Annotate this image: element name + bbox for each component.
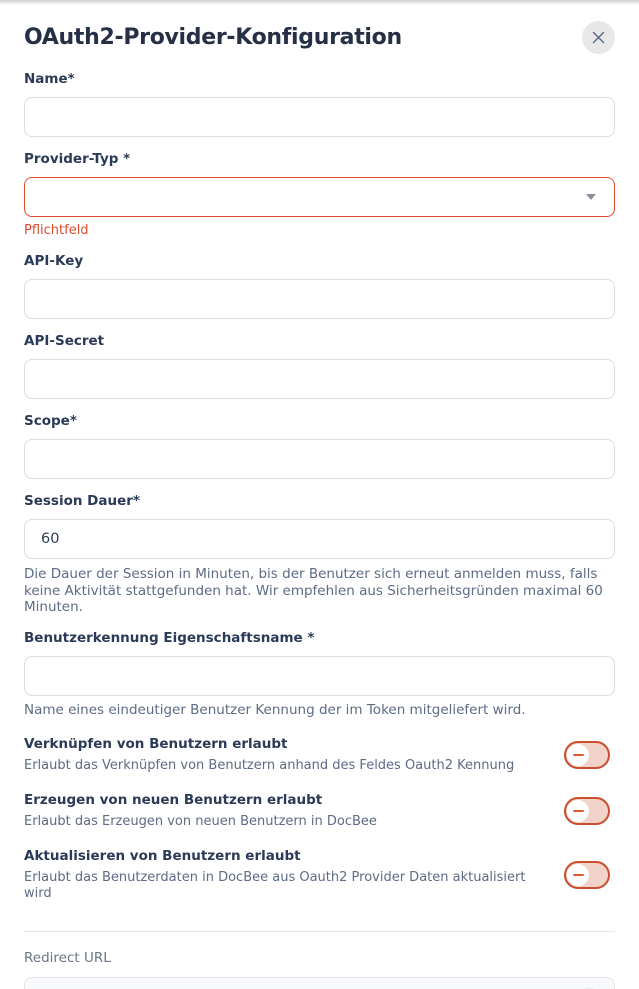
toggle-off-minus-icon xyxy=(567,864,589,886)
close-button[interactable] xyxy=(582,21,615,54)
toggle-off-minus-icon xyxy=(567,744,589,766)
toggle-off-minus-icon xyxy=(567,800,589,822)
oauth2-provider-config-dialog xyxy=(0,5,639,989)
api-key-label: API-Key xyxy=(24,253,84,269)
erzeugen-description: Erlaubt das Erzeugen von neuen Benutzern in DocBee xyxy=(24,814,377,829)
api-secret-label: API-Secret xyxy=(24,333,105,349)
field-name xyxy=(24,71,615,137)
toggle-section xyxy=(24,736,615,902)
erzeugen-toggle[interactable] xyxy=(564,797,610,825)
field-session-dauer xyxy=(24,493,615,616)
provider-typ-label: Provider-Typ * xyxy=(24,151,131,167)
field-redirect-url xyxy=(24,950,615,989)
toggle-row-aktualisieren xyxy=(24,848,615,902)
field-api-secret xyxy=(24,333,615,399)
aktualisieren-toggle[interactable] xyxy=(564,861,610,889)
field-scope xyxy=(24,413,615,479)
chevron-down-icon xyxy=(586,194,596,200)
verknuepfen-toggle[interactable] xyxy=(564,741,610,769)
benutzerkennung-label: Benutzerkennung Eigenschaftsname * xyxy=(24,629,315,646)
field-provider-typ xyxy=(24,151,615,239)
provider-typ-select[interactable] xyxy=(24,177,615,217)
api-secret-input[interactable] xyxy=(24,359,615,399)
erzeugen-label: Erzeugen von neuen Benutzern erlaubt xyxy=(24,792,323,808)
session-dauer-help: Die Dauer der Session in Minuten, bis der Benutzer sich erneut anmelden muss, falls keine Aktivität stattgefunden hat. Wir empfehlen aus Sicherheitsgründen maximal 60 Minuten. xyxy=(24,566,603,615)
copy-button[interactable] xyxy=(577,984,605,989)
field-api-key xyxy=(24,253,615,319)
name-label: Name* xyxy=(24,71,75,87)
session-dauer-label: Session Dauer* xyxy=(24,493,140,509)
benutzerkennung-input[interactable] xyxy=(24,656,615,696)
aktualisieren-description: Erlaubt das Benutzerdaten in DocBee aus Oauth2 Provider Daten aktualisiert wird xyxy=(24,870,526,901)
name-input[interactable] xyxy=(24,97,615,137)
aktualisieren-label: Aktualisieren von Benutzern erlaubt xyxy=(24,848,301,864)
dialog-header xyxy=(24,5,615,54)
close-icon xyxy=(591,30,606,45)
field-benutzerkennung xyxy=(24,630,615,719)
scope-label: Scope* xyxy=(24,413,77,429)
session-dauer-input[interactable] xyxy=(24,519,615,559)
verknuepfen-description: Erlaubt das Verknüpfen von Benutzern anhand des Feldes Oauth2 Kennung xyxy=(24,758,515,773)
page-title: OAuth2-Provider-Konfiguration xyxy=(24,24,402,50)
redirect-url-label: Redirect URL xyxy=(24,950,111,966)
api-key-input[interactable] xyxy=(24,279,615,319)
section-divider xyxy=(24,931,615,932)
verknuepfen-label: Verknüpfen von Benutzern erlaubt xyxy=(24,736,288,752)
benutzerkennung-help: Name eines eindeutiger Benutzer Kennung der im Token mitgeliefert wird. xyxy=(24,701,526,718)
provider-typ-error: Pflichtfeld xyxy=(24,223,89,238)
redirect-url-input[interactable] xyxy=(24,977,615,989)
toggle-row-erzeugen xyxy=(24,792,615,830)
scope-input[interactable] xyxy=(24,439,615,479)
toggle-row-verknuepfen xyxy=(24,736,615,774)
